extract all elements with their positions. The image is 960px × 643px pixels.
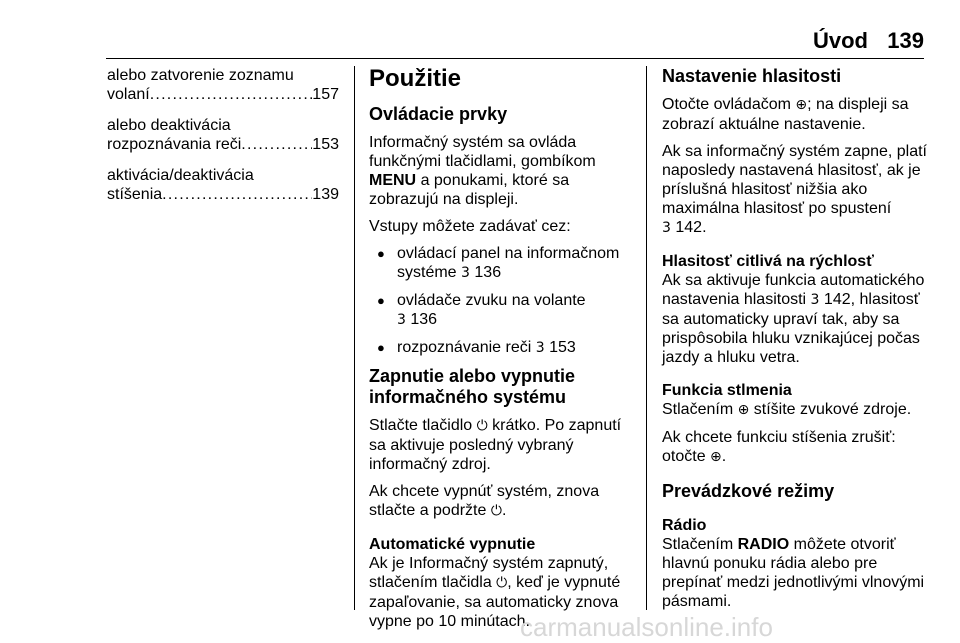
subsection-heading: Rádio xyxy=(662,517,707,534)
watermark: carmanualsonline.info xyxy=(520,612,773,642)
section-title: Úvod xyxy=(813,28,868,53)
volume-knob-icon: ⊕ xyxy=(737,402,750,418)
page-ref-icon: 3 xyxy=(662,220,671,236)
text: ovládače zvuku na volante xyxy=(397,292,586,309)
list-item xyxy=(369,244,631,283)
list-item xyxy=(369,338,631,358)
page-number: 139 xyxy=(887,28,924,53)
page-ref: 142 xyxy=(823,291,851,308)
index-page-ref: 153 xyxy=(312,136,339,153)
dot-leader xyxy=(150,85,313,104)
index-entry-text: aktivácia/deaktivácia xyxy=(107,167,254,184)
menu-key-label: MENU xyxy=(369,172,417,189)
paragraph xyxy=(369,416,631,474)
power-icon: ⏻ xyxy=(490,503,502,519)
list-item xyxy=(369,291,631,330)
subsection-heading: Automatické vypnutie xyxy=(369,536,536,553)
paragraph xyxy=(662,142,927,238)
text: Ak je Informačný systém zapnutý, stlačením tlačidla xyxy=(369,555,609,591)
index-entry-text: rozpoznávania reči xyxy=(107,136,242,153)
header-rule xyxy=(106,58,924,59)
column-divider xyxy=(646,66,647,610)
radio-key-label: RADIO xyxy=(737,536,790,553)
text: . xyxy=(721,448,727,465)
chapter-heading: Použitie xyxy=(369,65,462,92)
column-divider xyxy=(354,66,355,610)
page-ref: 153 xyxy=(549,339,576,356)
text: Ak chcete vypnúť systém, znova stlačte a podržte xyxy=(369,483,600,519)
text: a ponukami, ktoré sa zobrazujú na displeji. xyxy=(369,172,570,208)
power-icon: ⏻ xyxy=(496,575,508,591)
input-methods-list xyxy=(369,244,631,358)
index-entry xyxy=(107,116,339,154)
page-ref: 136 xyxy=(474,264,502,281)
index-entry-text: volaní xyxy=(107,86,150,103)
power-icon: ⏻ xyxy=(476,418,488,434)
page-ref-icon: 3 xyxy=(810,292,820,308)
volume-knob-icon: ⊕ xyxy=(710,449,722,465)
text: Stlačením xyxy=(662,536,734,553)
section-heading: Nastavenie hlasitosti xyxy=(662,66,842,86)
dot-leader xyxy=(241,135,312,154)
text: môžete otvoriť hlavnú ponuku rádia alebo pre prepínať medzi jednotlivými vlnovými pásmami. xyxy=(662,536,925,610)
paragraph xyxy=(662,400,927,420)
text: rozpoznávanie reči xyxy=(397,339,532,356)
page-ref: 142. xyxy=(675,219,707,236)
text: krátko. Po zapnutí sa aktivuje posledný vybraný informačný zdroj. xyxy=(369,417,622,473)
index-entry xyxy=(107,66,339,104)
section-heading: Prevádzkové režimy xyxy=(662,481,835,501)
text: stíšite zvukové zdroje. xyxy=(753,401,912,418)
page-header xyxy=(0,20,960,60)
index-page-ref: 139 xyxy=(312,186,339,203)
middle-column xyxy=(369,66,631,639)
section-heading: Ovládacie prvky xyxy=(369,104,508,124)
index-column xyxy=(107,66,339,216)
text: Ak sa aktivuje funkcia automatického nastavenia hlasitosti xyxy=(662,272,925,308)
index-entry xyxy=(107,166,339,204)
text: Informačný systém sa ovláda funkčnými tlačidlami, gombíkom xyxy=(369,134,596,170)
index-entry-text: stíšenia xyxy=(107,186,163,203)
text: . xyxy=(501,502,507,519)
section-heading: Zapnutie alebo vypnutie informačného systému xyxy=(369,366,576,407)
paragraph xyxy=(662,95,927,134)
right-column xyxy=(662,66,927,619)
paragraph xyxy=(662,428,927,467)
volume-knob-icon: ⊕ xyxy=(795,97,808,113)
page-ref-icon: 3 xyxy=(461,265,470,281)
paragraph: Vstupy môžete zadávať cez: xyxy=(369,218,571,235)
subsection-heading: Hlasitosť citlivá na rýchlosť xyxy=(662,253,874,270)
page-ref: 136 xyxy=(410,311,438,328)
index-entry-text: alebo zatvorenie zoznamu xyxy=(107,67,294,84)
text: Ak sa informačný systém zapne, platí naposledy nastavená hlasitosť, ak je príslušná hlasitosť nižšia ako maximálna hlasitosť po spustení xyxy=(662,143,927,217)
text: Otočte ovládačom xyxy=(662,96,791,113)
text: ; na displeji sa zobrazí aktuálne nastavenie. xyxy=(662,96,909,133)
subsection-heading: Funkcia stlmenia xyxy=(662,382,792,399)
paragraph xyxy=(369,482,631,521)
index-entry-text: alebo deaktivácia xyxy=(107,117,231,134)
text: Stlačte tlačidlo xyxy=(369,417,473,434)
dot-leader xyxy=(162,185,312,204)
page-ref-icon: 3 xyxy=(535,340,545,356)
text: , keď je vypnuté zapaľovanie, sa automaticky znova vypne po 10 minútach. xyxy=(369,574,621,630)
text: ovládací panel na informačnom systéme xyxy=(397,245,620,281)
text: , hlasitosť sa automaticky upraví tak, aby sa prispôsobila hluku vznikajúcej počas jazdy a hluku vetra. xyxy=(662,291,920,366)
paragraph xyxy=(662,535,927,611)
index-page-ref: 157 xyxy=(312,86,339,103)
text: Ak chcete funkciu stíšenia zrušiť: otočte xyxy=(662,429,896,465)
text: Stlačením xyxy=(662,401,734,418)
page-ref-icon: 3 xyxy=(397,312,406,328)
paragraph xyxy=(662,271,927,367)
paragraph xyxy=(369,133,631,209)
